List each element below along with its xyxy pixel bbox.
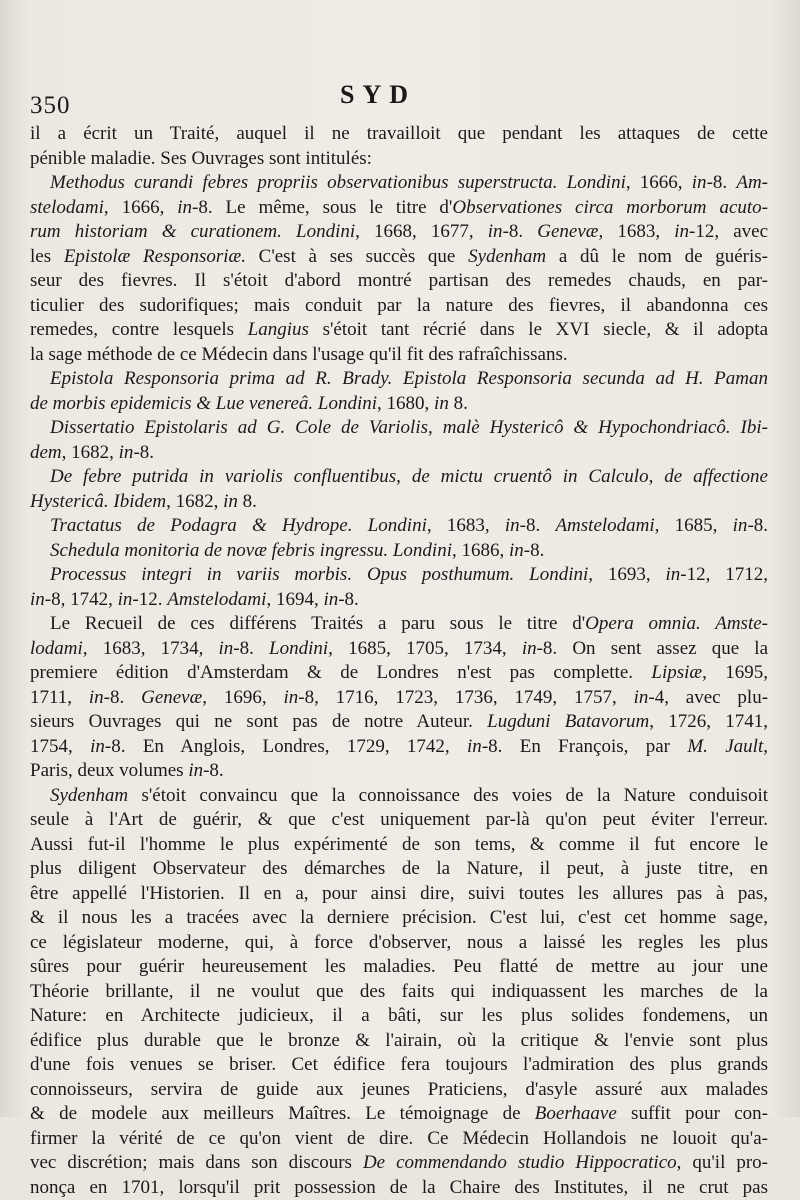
text-line [30, 784, 768, 809]
text-run: , 1666, [626, 172, 692, 193]
text-run: , 1696, [202, 687, 283, 708]
italic-run: Boerhaave [535, 1103, 617, 1124]
text-line [30, 269, 768, 294]
text-run: a dû le nom de guéris- [546, 246, 768, 267]
page-number: 350 [30, 92, 71, 120]
text-line [30, 1151, 768, 1176]
italic-run: in [467, 736, 482, 757]
text-run: -8. [524, 540, 545, 561]
text-run: la sage méthode de ce Médecin dans l'usage qu'il fit des rafraîchissans. [30, 344, 568, 365]
italic-run: M. Jault [687, 736, 763, 757]
text-line [30, 808, 768, 833]
text-line [30, 367, 768, 392]
italic-run: in [223, 491, 238, 512]
text-line [30, 171, 768, 196]
italic-run: Processus integri in variis morbis. Opus posthumum. Londini [50, 564, 588, 585]
text-run: Paris, deux volumes [30, 760, 188, 781]
text-line [30, 196, 768, 221]
text-run: , 1680, [377, 393, 434, 414]
text-run: , 1666, [104, 197, 177, 218]
text-run: , [428, 417, 443, 438]
italic-run: Observationes circa morborum acuto- [452, 197, 768, 218]
text-run: s'étoit convaincu que la connoissance des voies de la Nature conduisoit [128, 785, 768, 806]
italic-run: rum historiam & curationem. Londini [30, 221, 355, 242]
text-run: premiere édition d'Amsterdam & de Londres n'est pas complette. [30, 662, 651, 683]
text-run: connoisseurs, servira de guide aux jeunes Praticiens, d'asyle assuré aux malades [30, 1079, 768, 1100]
text-line [30, 1078, 768, 1103]
text-run: nonça en 1701, lorsqu'il prit possession de la Chaire des Institutes, il ne crut pas [30, 1177, 768, 1198]
text-line [30, 710, 768, 735]
running-head: SYD [340, 80, 416, 110]
text-run: firmer la vérité de ce qu'on vient de dire. Ce Médecin Hollandois ne louoit qu'a- [30, 1128, 768, 1149]
text-line [30, 343, 768, 368]
text-line [30, 612, 768, 637]
italic-run: De commendando studio Hippocratico [363, 1152, 677, 1173]
italic-run: Lugduni Batavorum [487, 711, 649, 732]
text-run: , 1726, 1741, [649, 711, 768, 732]
text-run: , 1682, [166, 491, 223, 512]
text-run: , [649, 466, 665, 487]
text-run: -12, avec [689, 221, 768, 242]
text-line [30, 588, 768, 613]
text-run: & de modele aux meilleurs Maîtres. Le témoignage de [30, 1103, 535, 1124]
text-line [30, 147, 768, 172]
text-run: , 1695, [702, 662, 768, 683]
text-run: 1711, [30, 687, 89, 708]
text-line [30, 882, 768, 907]
text-run: -12. [132, 589, 167, 610]
text-line [30, 857, 768, 882]
italic-run: in [219, 638, 234, 659]
text-line [30, 980, 768, 1005]
italic-run: lodami [30, 638, 83, 659]
text-run: , 1685, 1705, 1734, [328, 638, 522, 659]
text-run: , 1694, [266, 589, 323, 610]
italic-run: de morbis epidemicis & Lue venereâ. Londini [30, 393, 377, 414]
italic-run: dem [30, 442, 62, 463]
italic-run: in [666, 564, 681, 585]
italic-run: in [488, 221, 503, 242]
text-run: -8. En François, par [482, 736, 688, 757]
italic-run: Opera omnia. Amste- [585, 613, 768, 634]
text-line [30, 563, 768, 588]
text-run: édifice plus durable que le bronze & l'airain, où la critique & l'envie sont plus [30, 1030, 768, 1051]
italic-run: malè Hystericô & Hypochondriacô. Ibi- [443, 417, 768, 438]
text-line [30, 465, 768, 490]
italic-run: in [118, 589, 133, 610]
italic-run: in [177, 197, 192, 218]
text-line [30, 539, 768, 564]
text-run: -8. [104, 687, 141, 708]
italic-run: De febre putrida in variolis confluentibus [50, 466, 396, 487]
text-run: , 1683, [598, 221, 674, 242]
text-line [30, 1053, 768, 1078]
text-line [30, 1176, 768, 1200]
text-run: les [30, 246, 64, 267]
text-run: -8. [233, 638, 269, 659]
text-run: -12, 1712, [680, 564, 768, 585]
text-line [30, 1127, 768, 1152]
text-run: suffit pour con- [617, 1103, 768, 1124]
text-run: remedes, contre lesquels [30, 319, 248, 340]
italic-run: Langius [248, 319, 309, 340]
text-run: , 1685, [655, 515, 733, 536]
italic-run: in [323, 589, 338, 610]
italic-run: Genevæ [141, 687, 202, 708]
text-run: C'est à ses succès que [246, 246, 468, 267]
text-run: , [396, 466, 412, 487]
italic-run: Londini [269, 638, 328, 659]
italic-run: Sydenham [468, 246, 546, 267]
text-line [30, 833, 768, 858]
italic-run: Schedula monitoria de novæ febris ingressu. Londini [50, 540, 452, 561]
text-line [30, 294, 768, 319]
text-run: -8. En Anglois, Londres, 1729, 1742, [105, 736, 467, 757]
italic-run: in [434, 393, 449, 414]
text-run: -8. On sent assez que la [537, 638, 768, 659]
text-run: sûres pour guérir heureusement les maladies. Peu flatté de mettre au jour une [30, 956, 768, 977]
italic-run: Hystericâ. Ibidem [30, 491, 166, 512]
italic-run: in [283, 687, 298, 708]
italic-run: de mictu cruentô in Calculo [412, 466, 649, 487]
italic-run: in [692, 172, 707, 193]
italic-run: Epistolæ Responsoriæ. [64, 246, 246, 267]
text-run: Nature: en Architecte judicieux, il a bâti, sur les plus solides fondemens, un [30, 1005, 768, 1026]
text-run: -8. [203, 760, 224, 781]
italic-run: Lipsiæ [651, 662, 702, 683]
italic-run: Tractatus de Podagra & Hydrope. Londini [50, 515, 427, 536]
text-run: d'une fois venues se briser. Cet édifice fera toujours l'admiration des plus grands [30, 1054, 768, 1075]
italic-run: in [733, 515, 748, 536]
text-run: -4, avec plu- [648, 687, 768, 708]
italic-run: in [634, 687, 649, 708]
text-line [30, 1029, 768, 1054]
italic-run: in [90, 736, 105, 757]
text-run: 8. [238, 491, 257, 512]
italic-run: in [505, 515, 520, 536]
text-run: pénible maladie. Ses Ouvrages sont intitulés: [30, 148, 372, 169]
text-run: , 1686, [452, 540, 509, 561]
text-line [30, 906, 768, 931]
text-run: Le Recueil de ces différens Traités a paru sous le titre d' [50, 613, 585, 634]
text-line [30, 661, 768, 686]
text-run: -8, 1742, [45, 589, 118, 610]
text-run: , 1683, [427, 515, 505, 536]
text-line [30, 686, 768, 711]
text-line [30, 514, 768, 539]
italic-run: Methodus curandi febres propriis observationibus superstructa. Londini [50, 172, 626, 193]
text-run: s'étoit tant récrié dans le XVI siecle, & il adopta [309, 319, 768, 340]
text-run: seule à l'Art de guérir, & que c'est uniquement par-là qu'on peut éviter l'erreur. [30, 809, 768, 830]
text-line [30, 759, 768, 784]
text-run: Théorie brillante, il ne voulut que des faits qui indiquassent les marches de la [30, 981, 768, 1002]
text-line [30, 490, 768, 515]
text-line [30, 441, 768, 466]
italic-run: in [188, 760, 203, 781]
text-run: -8, 1716, 1723, 1736, 1749, 1757, [298, 687, 633, 708]
text-run: 1754, [30, 736, 90, 757]
text-line [30, 245, 768, 270]
text-run: il a écrit un Traité, auquel il ne travailloit que pendant les attaques de cette [30, 123, 768, 144]
text-line [30, 1004, 768, 1029]
italic-run: Epistola Responsoria prima ad R. Brady. Epistola Responsoria secunda ad H. Paman [50, 368, 768, 389]
text-run: & il nous les a tracées avec la derniere précision. C'est lui, c'est cet homme sage, [30, 907, 768, 928]
text-run: , 1682, [62, 442, 119, 463]
text-run: être appellé l'Historien. Il en a, pour ainsi dire, suivi toutes les allures pas à pas, [30, 883, 768, 904]
text-run: , [763, 736, 768, 757]
text-line [30, 122, 768, 147]
page-body [30, 122, 768, 1200]
text-run: seur des fievres. Il s'étoit d'abord montré partisan des remedes chauds, en par- [30, 270, 768, 291]
italic-run: Sydenham [50, 785, 128, 806]
text-run: -8. [520, 515, 556, 536]
italic-run: Am- [736, 172, 768, 193]
text-run: sieurs Ouvrages qui ne sont pas de notre Auteur. [30, 711, 487, 732]
text-line [30, 416, 768, 441]
italic-run: stelodami [30, 197, 104, 218]
italic-run: in [509, 540, 524, 561]
text-run: -8. [133, 442, 154, 463]
text-run: plus diligent Observateur des démarches de la Nature, il peut, à juste titre, en [30, 858, 768, 879]
text-run: -8. Le même, sous le titre d' [192, 197, 452, 218]
text-run: , 1683, 1734, [83, 638, 219, 659]
text-line [30, 1102, 768, 1127]
italic-run: in [522, 638, 537, 659]
text-run: vec discrétion; mais dans son discours [30, 1152, 363, 1173]
text-run: , 1668, 1677, [355, 221, 488, 242]
text-run: Aussi fut-il l'homme le plus expérimenté de son tems, & comme il fut encore le [30, 834, 768, 855]
text-run: ce législateur moderne, qui, à force d'observer, nous a laissé les regles les plus [30, 932, 768, 953]
text-line [30, 931, 768, 956]
italic-run: in [30, 589, 45, 610]
text-line [30, 392, 768, 417]
italic-run: Genevæ [537, 221, 598, 242]
italic-run: in [119, 442, 134, 463]
text-run: -8. [503, 221, 538, 242]
italic-run: Amstelodami [167, 589, 266, 610]
text-line [30, 318, 768, 343]
text-run: , 1693, [588, 564, 665, 585]
italic-run: Dissertatio Epistolaris ad G. Cole de Variolis [50, 417, 428, 438]
italic-run: in [89, 687, 104, 708]
text-run: -8. [747, 515, 768, 536]
text-run: -8. [707, 172, 737, 193]
italic-run: in [674, 221, 689, 242]
text-line [30, 637, 768, 662]
italic-run: Amstelodami [555, 515, 654, 536]
text-line [30, 955, 768, 980]
text-line [30, 220, 768, 245]
text-run: 8. [449, 393, 468, 414]
italic-run: de affectione [664, 466, 768, 487]
text-run: -8. [338, 589, 359, 610]
text-line [30, 735, 768, 760]
text-run: , qu'il pro- [677, 1152, 768, 1173]
text-run: ticulier des sudorifiques; mais conduit par la nature des fievres, il abandonna ces [30, 295, 768, 316]
